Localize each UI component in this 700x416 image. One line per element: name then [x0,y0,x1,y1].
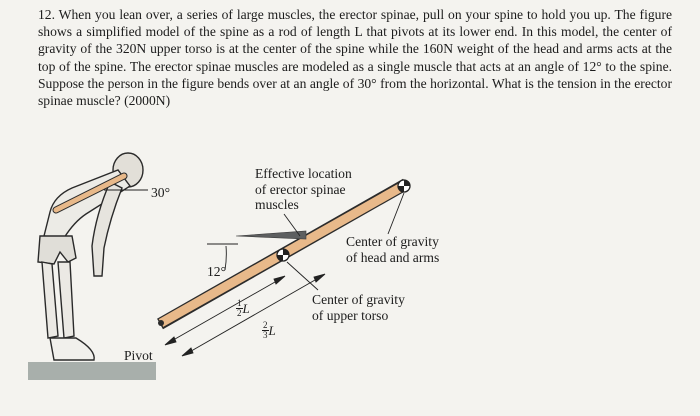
effective-location-line-1: Effective location [255,166,352,181]
pivot-point [158,320,164,326]
half-fraction: $\frac{1}{2}$ [237,298,242,318]
leader-torso [287,262,318,290]
effective-location-label [255,166,352,213]
angle-30-label: 30° [151,185,171,200]
cg-torso-label [312,292,405,323]
two-thirds-fraction: $\frac{2}{3}$ [263,320,268,340]
floor [28,362,156,380]
cg-torso-line-1: Center of gravity [312,292,405,307]
pivot-label: Pivot [124,348,153,363]
angle-12-label: 12° [207,264,227,279]
effective-location-line-2: of erector spinae [255,181,346,197]
cg-head-label [346,234,439,265]
half-L-label [236,299,250,318]
cg-torso-line-2: of upper torso [312,307,389,323]
cg-torso-marker [277,249,289,261]
cg-head-line-1: Center of gravity [346,234,439,249]
person-illustration [38,153,143,360]
erector-muscle [236,231,306,239]
cg-head-line-2: of head and arms [346,249,440,265]
cg-head-marker [398,180,410,192]
two-thirds-L-label [262,321,276,340]
effective-location-line-3: muscles [255,197,299,212]
dimension-two-thirds-L [182,274,325,356]
two-thirds-L-var: L [268,322,276,338]
half-L-var: L [242,300,250,316]
problem-text: 12. When you lean over, a series of large muscles, the erector spinae, pull on your spine to hold you up. The figure shows a simplified model of the spine as a rod of length L that pivots at its lower end. In this model, the center of gravity of the 320N upper torso is at the center of the spine while the 160N weight of the head and arms acts at the top of the spine. The erector spinae muscles are modeled as a single muscle that acts at an angle of 12° to the spine. Suppose the person in the figure bends over at an angle of 30° from the horizontal. What is the tension in the erector spinae muscle? (2000N) [38,7,672,109]
